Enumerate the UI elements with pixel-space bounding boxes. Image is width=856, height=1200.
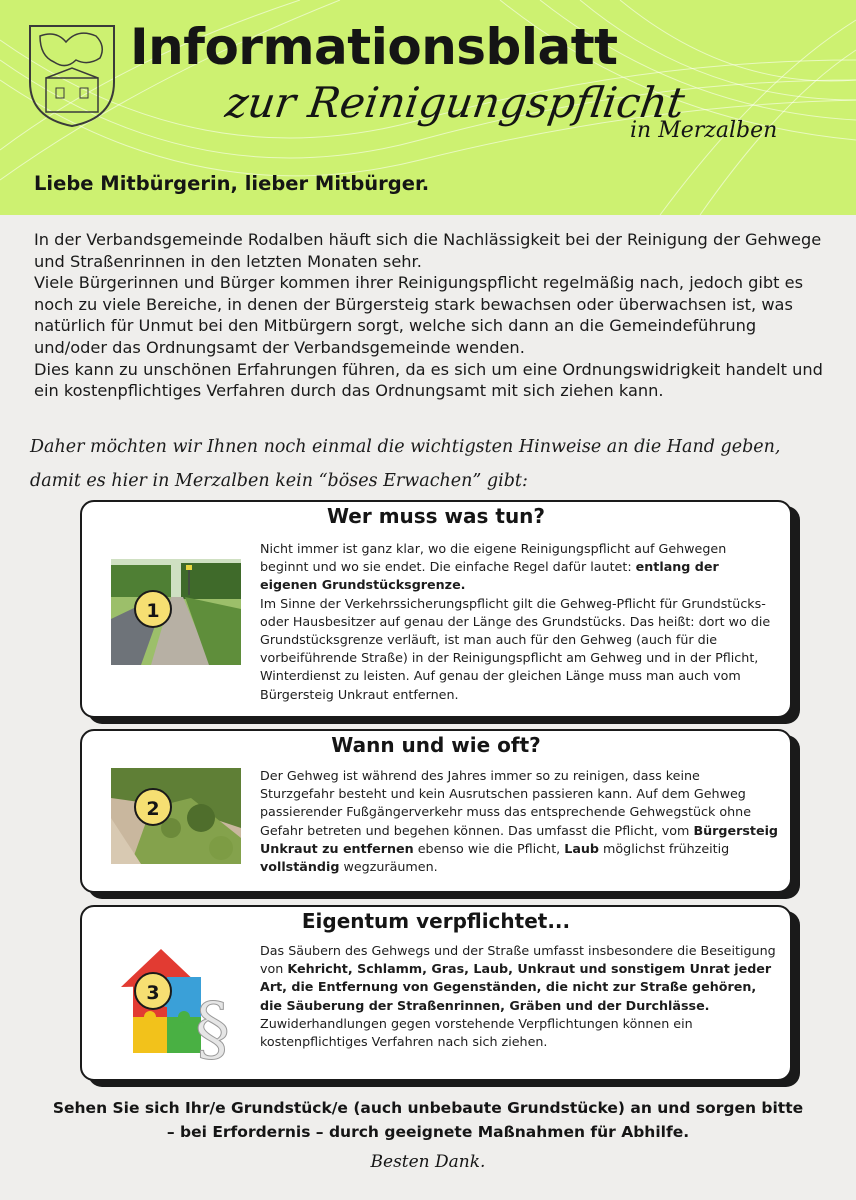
greeting: Liebe Mitbürgerin, lieber Mitbürger. xyxy=(34,172,430,195)
card-title: Wer muss was tun? xyxy=(326,504,546,528)
body-text: Im Sinne der Verkehrssicherungspflicht gilt die Gehweg-Pflicht für Grundstücks- oder Hausbesitzer auf genau der Länge des Grundstücks. Das heißt: dort wo die Grundstücksgrenze verläuft, ist man auch für den Gehweg (auch für die vorbeiführende Straße) in der Reinigungspflicht am Gehweg und in der Pflicht, Winterdienst zu leisten. Auf genau der gleichen Länge muss man auch vom Bürgersteig Unkraut entfernen. xyxy=(260,595,771,702)
info-card-3 xyxy=(80,905,792,1081)
intro-paragraph: In der Verbandsgemeinde Rodalben häuft sich die Nachlässigkeit bei der Reinigung der Gehwege und Straßenrinnen in den letzten Monaten sehr. xyxy=(34,230,822,271)
closing-note-line: – bei Erfordernis – durch geeignete Maßnahmen für Abhilfe. xyxy=(166,1123,690,1141)
card-body xyxy=(260,767,778,876)
closing-thanks: Besten Dank. xyxy=(370,1152,486,1172)
closing-note-line: Sehen Sie sich Ihr/e Grundstück/e (auch unbebaute Grundstücke) an und sorgen bitte xyxy=(52,1099,804,1117)
body-text: Das Säubern des Gehwegs und der Straße umfasst insbesondere die Beseitigung von xyxy=(260,943,776,977)
emphasized-text: Laub xyxy=(564,840,599,856)
emphasized-text: vollständig xyxy=(260,859,340,875)
info-card-2 xyxy=(80,729,792,893)
step-number-badge: 2 xyxy=(134,788,172,826)
emphasized-text: Bürgersteig Unkraut zu entfernen xyxy=(260,822,778,856)
header-banner xyxy=(0,0,856,215)
page-title: Informationsblatt xyxy=(130,18,618,76)
body-text: ebenso wie die Pflicht, xyxy=(413,840,565,856)
body-text: Der Gehweg ist während des Jahres immer so zu reinigen, dass keine Sturzgefahr besteht und kein Ausrutschen passieren kann. Auf dem Gehweg passierender Fußgängerverkehr muss das entsprechende Gehwegstück ohne Gefahr betreten und begehen können. Das umfasst die Pflicht, vom xyxy=(260,768,752,838)
page-subtitle: zur Reinigungspflicht xyxy=(222,78,688,127)
intro-paragraph: Dies kann zu unschönen Erfahrungen führen, da es sich um eine Ordnungswidrigkeit handelt und ein kostenpflichtiges Verfahren durch das Ordnungsamt mit sich ziehen kann. xyxy=(34,359,823,401)
body-text: möglichst frühzeitig xyxy=(599,840,730,856)
emphasized-text: Kehricht, Schlamm, Gras, Laub, Unkraut und sonstigem Unrat jeder Art, die Entfernung von Gegenständen, die nicht zur Straße gehören, die Säuberung der Straßenrinnen, Gräben und der Durchlässe. xyxy=(260,961,772,1013)
sidewalk-photo xyxy=(111,559,241,665)
info-card-1 xyxy=(80,500,792,718)
body-text: wegzuräumen. xyxy=(339,859,438,875)
closing-note xyxy=(0,1096,856,1144)
svg-text:§: § xyxy=(195,988,230,1061)
overgrown-sidewalk-photo xyxy=(111,768,241,864)
body-text: Nicht immer ist ganz klar, wo die eigene Reinigungspflicht auf Gehwegen beginnt und wo sie endet. Die einfache Regel dafür lautet: xyxy=(260,541,727,575)
card-body xyxy=(260,540,778,704)
card-title: Eigentum verpflichtet... xyxy=(301,909,571,933)
step-number-badge: 3 xyxy=(134,972,172,1010)
intro-text xyxy=(34,229,834,402)
lead-in-text: Daher möchten wir Ihnen noch einmal die wichtigsten Hinweise an die Hand geben, damit es hier in Merzalben kein “böses Erwachen” gibt: xyxy=(30,437,781,491)
card-body xyxy=(260,942,778,1051)
puzzle-house-paragraph-icon xyxy=(111,937,241,1061)
emphasized-text: entlang der eigenen Grundstücksgrenze. xyxy=(260,559,719,593)
body-text: Zuwiderhandlungen gegen vorstehende Verpflichtungen können ein kostenpflichtiges Verfahren nach sich ziehen. xyxy=(260,1015,693,1050)
location-label: in Merzalben xyxy=(630,118,778,143)
step-number-badge: 1 xyxy=(134,590,172,628)
intro-paragraph: Viele Bürgerinnen und Bürger kommen ihrer Reinigungspflicht regelmäßig nach, jedoch gibt es noch zu viele Bereiche, in denen der Bürgersteig stark bewachsen oder überwachsen ist, was natürlich für Unmut bei den Mitbürgern sorgt, welche sich dann an die Gemeindeführung und/oder das Ordnungsamt der Verbandsgemeinde wenden. xyxy=(34,273,804,357)
card-title: Wann und wie oft? xyxy=(331,733,541,757)
municipal-crest-icon xyxy=(26,22,118,130)
